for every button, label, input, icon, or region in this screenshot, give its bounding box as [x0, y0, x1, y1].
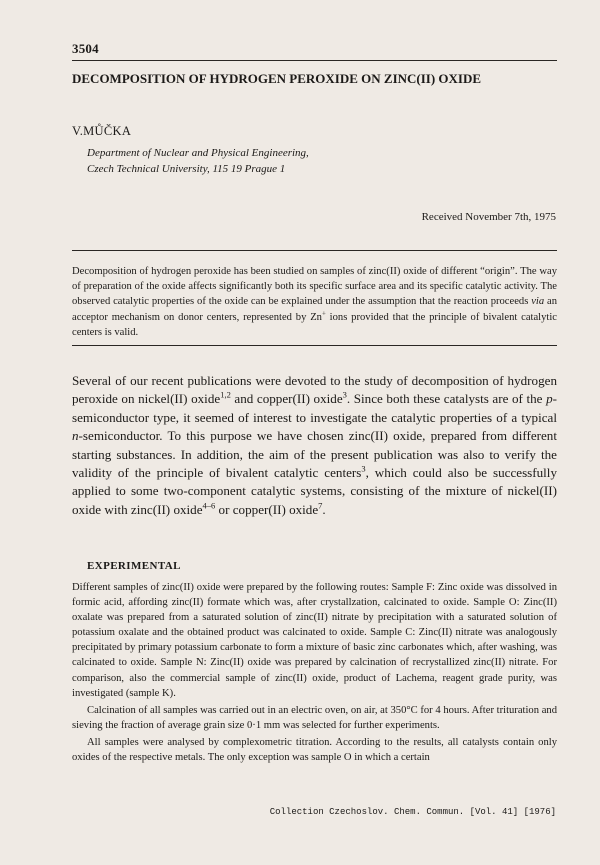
author-name: V.MŮČKA [72, 124, 132, 138]
journal-citation-footer: Collection Czechoslov. Chem. Commun. [Vol. 41] [1976] [269, 807, 556, 817]
abstract-text: Decomposition of hydrogen peroxide has been studied on samples of zinc(II) oxide of different “origin”. The way of preparation of the oxide affects significantly both its specific surface area and its specific catalytic activity. The observed catalytic properties of the oxide can be explained under the assumption that the reaction proceeds via an acceptor mechanism on donor centers, represented by Zn+ ions provided that the principle of bivalent catalytic centers is valid. [72, 266, 558, 338]
received-date: Received November 7th, 1975 [421, 211, 556, 223]
affiliation-line: Department of Nuclear and Physical Engineering, [87, 147, 309, 159]
experimental-paragraph: All samples were analysed by complexometric titration. According to the results, all catalysts contain only oxides of the respective metals. The only exception was sample O in which a certain [72, 736, 557, 764]
page-number: 3504 [72, 41, 99, 56]
experimental-paragraph: Calcination of all samples was carried out in an electric oven, on air, at 350°C for 4 hours. After trituration and sieving the fraction of average grain size 0·1 mm was selected for further experiments. [72, 704, 557, 731]
affiliation-line: Czech Technical University, 115 19 Prague 1 [87, 163, 286, 175]
article-title: DECOMPOSITION OF HYDROGEN PEROXIDE ON ZINC(II) OXIDE [72, 71, 482, 86]
affiliation [87, 145, 309, 177]
experimental-paragraph: Different samples of zinc(II) oxide were prepared by the following routes: Sample F: Zinc oxide was dissolved in formic acid, affording zinc(II) formate which was, after crystallzation, calcinated to oxide. Sample O: Zinc(II) oxalate was prepared from a saturated solution of zinc(II) nitrate by precipitation with a saturated solution of potassium oxalate and the obtained product was calcinated to oxide. Sample C: Zinc(II) nitrate was analogously precipitated by primary potassium carbonate to form a mixture of basic zinc carbonates which, after washing, was calcinated to oxide. Sample N: Zinc(II) oxide was prepared by calcination of recrystallized zinc(II) nitrate. For comparison, also the commercial sample of zinc(II) oxide, product of Lachema, reagent grade purity, was investigated (sample K). [72, 582, 557, 699]
abstract-bottom-rule [72, 345, 557, 346]
section-heading-experimental: EXPERIMENTAL [87, 560, 181, 572]
experimental-section [72, 580, 557, 765]
header-rule [72, 60, 557, 61]
introduction-paragraph: Several of our recent publications were devoted to the study of decomposition of hydrogen peroxide on nickel(II) oxide$^{1,2}$ and copper(II) oxide$^3$. Since both these catalysts are of the p-semiconductor type, it seemed of interest to investigate the catalytic properties of a typical n-semiconductor. To this purpose we have chosen zinc(II) oxide, prepared from different starting substances. In addition, the aim of the present publication was also to verify the validity of the principle of bivalent catalytic centers$^3$, which could also be successfully applied to some two-component catalytic systems, consisting of the mixture of nickel(II) oxide with zinc(II) oxide$^{4-6}$ or copper(II) oxide$^7$. [72, 373, 557, 517]
abstract-top-rule [72, 250, 557, 251]
